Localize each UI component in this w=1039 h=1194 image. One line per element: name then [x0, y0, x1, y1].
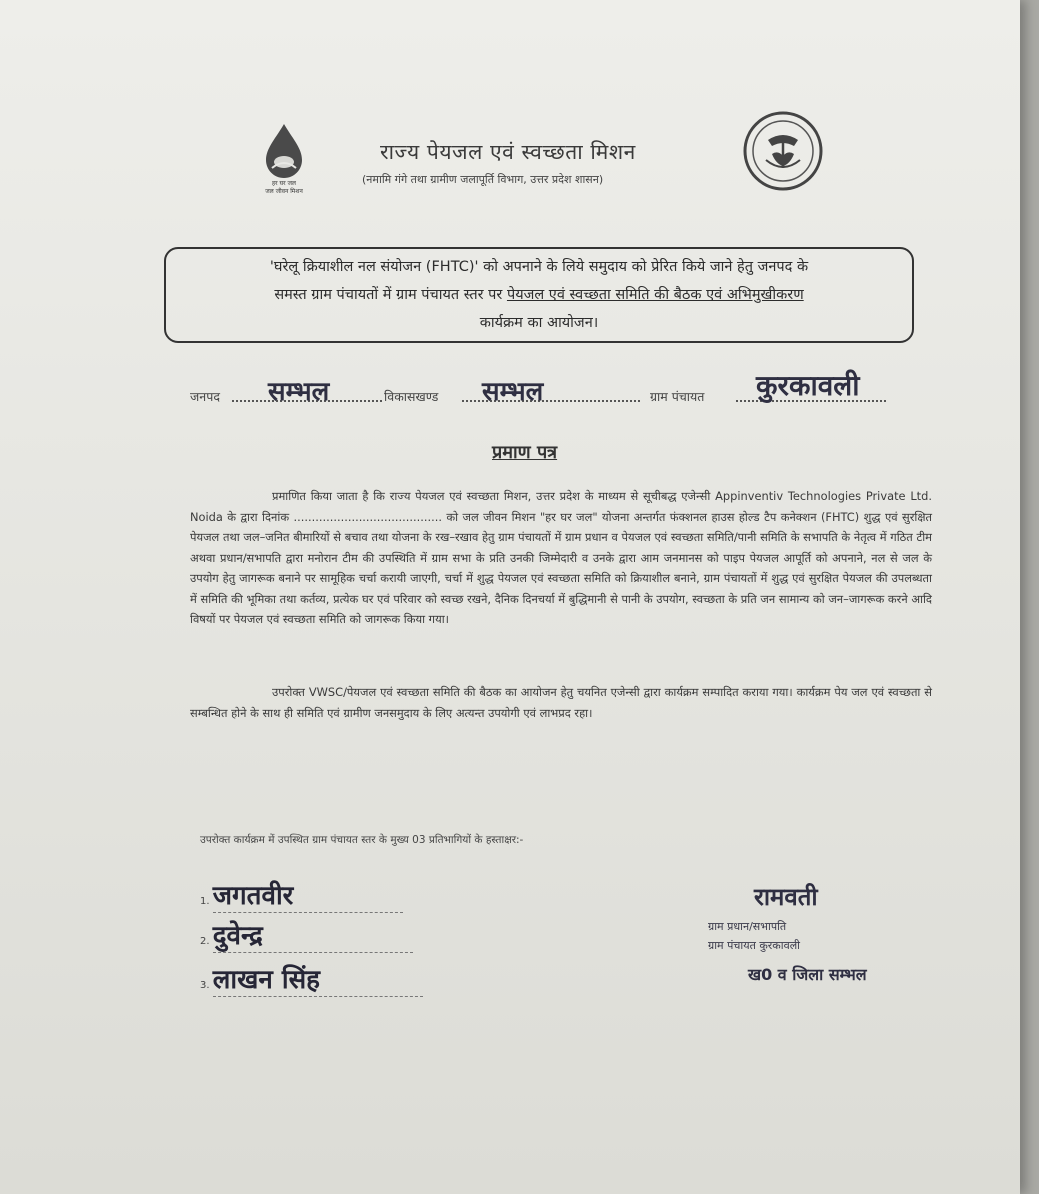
logo-caption-1: हर घर जल [272, 180, 296, 187]
program-banner [164, 247, 914, 343]
district-label: जनपद [190, 389, 220, 404]
pradhan-signature-block [708, 880, 938, 985]
signature-name: दुवेन्द्र [212, 921, 263, 951]
banner-line-2-underlined: पेयजल एवं स्वच्छता समिति की बैठक एवं अभिमुखीकरण [506, 287, 804, 303]
certificate-paragraph-2 [190, 682, 932, 723]
signature-name: लाखन सिंह [212, 965, 320, 995]
certificate-title: प्रमाण पत्र [492, 442, 558, 463]
district-value: सम्भल [268, 377, 330, 407]
up-government-emblem [742, 110, 824, 192]
water-drop-icon [250, 120, 318, 182]
signature-row-1 [200, 876, 403, 913]
signatures-intro: उपरोक्त कार्यक्रम में उपस्थित ग्राम पंचायत स्तर के मुख्य 03 प्रतिभागियों के हस्ताक्षर:- [200, 834, 524, 846]
state-emblem-icon [742, 110, 824, 192]
mission-title: राज्य पेयजल एवं स्वच्छता मिशन [380, 140, 636, 164]
banner-line-1: 'घरेलू क्रियाशील नल संयोजन (FHTC)' को अपनाने के लिये समुदाय को प्रेरित किये जाने हेतु जनपद के [269, 259, 809, 275]
paragraph-1-text: प्रमाणित किया जाता है कि राज्य पेयजल एवं स्वच्छता मिशन, उत्तर प्रदेश के माध्यम से सूचीबद्ध एजेन्सी Appinventiv Technologies Private Ltd. Noida के द्वारा दिनांक ......................................... को जल जीवन मिशन "हर घर जल" योजना अन्तर्गत फंक्शनल हाउस होल्ड टैप कनेक्शन (FHTC) शुद्ध एवं सुरक्षित पेयजल तथा जल–जनित बीमारियों से बचाव तथा योजना के रख–रखाव हेतु ग्राम पंचायतों में ग्राम प्रधान व पेयजल एवं स्वच्छता समिति/पानी समिति के सभापति के नेतृत्व में गठित टीम अथवा प्रधान/सभापति द्वारा मनोरान टीम की उपस्थिति में ग्राम सभा के प्रति उनकी जिम्मेदारी व उनके द्वारा आम जनमानस को पाइप पेयजल आपूर्ति को अपनाने, नल से जल के उपयोग हेतु जागरूक बनाने पर सामूहिक चर्चा करायी जाएगी, चर्चा में शुद्ध पेयजल एवं स्वच्छता समिति को क्रियाशील बनाने, ग्राम पंचायतों में शुद्ध एवं सुरक्षित पेयजल की उपलब्धता में समिति की भूमिका तथा कर्तव्य, प्रत्येक घर एवं परिवार को स्वच्छ रखने, दैनिक दिनचर्या में बुद्धिमानी से पानी के उपयोग, स्वच्छता के प्रति जन सामान्य को जन–जागरूक करने आदि विषयों पर पेयजल एवं स्वच्छता समिति को जागरूक किया गया। [190, 489, 932, 626]
signature-row-3 [200, 960, 423, 997]
signature-row-2 [200, 916, 413, 953]
district-stamp-line: ख0 व जिला सम्भल [748, 965, 867, 984]
block-value: सम्भल [482, 377, 544, 407]
panchayat-label: ग्राम पंचायत [650, 389, 705, 404]
pradhan-signature: रामवती [754, 883, 818, 911]
jal-jeevan-mission-logo [250, 120, 318, 210]
banner-line-2 [166, 281, 912, 309]
paragraph-2-text: उपरोक्त VWSC/पेयजल एवं स्वच्छता समिति की बैठक का आयोजन हेतु चयनित एजेन्सी द्वारा कार्यक्रम सम्पादित कराया गया। कार्यक्रम पेय जल एवं स्वच्छता से सम्बन्धित होने के साथ ही समिति एवं ग्रामीण जनसमुदाय के लिए अत्यन्त उपयोगी एवं लाभप्रद रहा। [190, 685, 932, 720]
department-subtitle: (नमामि गंगे तथा ग्रामीण जलापूर्ति विभाग, उत्तर प्रदेश शासन) [362, 173, 604, 186]
signature-name: जगतवीर [212, 881, 294, 911]
banner-line-3: कार्यक्रम का आयोजन। [479, 315, 599, 331]
pradhan-stamp-line-1: ग्राम प्रधान/सभापति [708, 920, 787, 933]
block-label: विकासखण्ड [384, 389, 439, 404]
banner-line-2-plain: समस्त ग्राम पंचायतों में ग्राम पंचायत स्तर पर [274, 287, 503, 303]
signature-number: 3. [200, 980, 210, 991]
pradhan-stamp-line-2: ग्राम पंचायत कुरकावली [708, 939, 801, 952]
signature-number: 1. [200, 896, 210, 907]
certificate-paragraph-1 [190, 486, 932, 630]
logo-caption-2: जल जीवन मिशन [265, 188, 303, 195]
panchayat-value: कुरकावली [756, 369, 860, 402]
signature-number: 2. [200, 936, 210, 947]
